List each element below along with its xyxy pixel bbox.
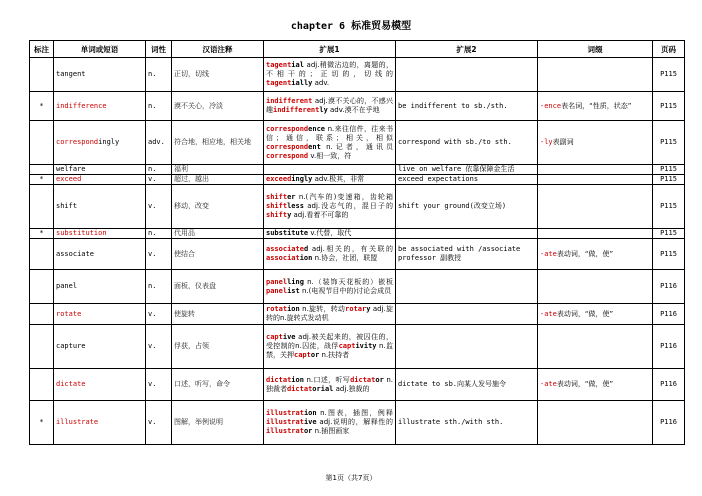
row-word: panel	[54, 270, 146, 304]
extension1-segment: substitute	[266, 229, 309, 237]
extension1-segment: adj.相关的，有关联的	[308, 245, 393, 253]
extension1-segment: ly	[319, 106, 328, 114]
row-affix	[538, 401, 653, 445]
table-row	[30, 121, 685, 165]
page-footer: 第1页（共7页）	[325, 474, 377, 482]
extension1-segment: panel	[266, 286, 288, 295]
extension1-segment: n.口述，听写	[303, 375, 351, 384]
table-row	[30, 165, 685, 175]
extension1-segment: adj.看着不可靠的	[291, 211, 349, 219]
row-mark: *	[30, 175, 54, 185]
extension1-segment: v.代替，取代	[308, 229, 352, 237]
row-affix	[538, 239, 653, 270]
row-word: dictate	[54, 369, 146, 401]
row-extension2	[396, 58, 538, 92]
extension1-segment: illustrat	[266, 427, 304, 435]
row-page: P115	[653, 92, 685, 121]
affix-meaning: 表副词	[552, 138, 574, 146]
header-mark: 标注	[30, 41, 54, 58]
extension1-segment: shift	[266, 193, 288, 201]
row-word	[54, 121, 146, 165]
row-mark	[30, 325, 54, 369]
row-extension2	[396, 304, 538, 325]
row-pos: v.	[146, 369, 172, 401]
row-definition: 移动，改变	[172, 185, 264, 229]
table-row	[30, 401, 685, 445]
row-extension1	[264, 239, 396, 270]
extension1-segment: dictat	[350, 375, 376, 384]
extension1-segment: ive	[282, 333, 296, 341]
row-affix	[538, 175, 653, 185]
extension1-segment: tagent	[266, 79, 292, 87]
extension1-segment: y	[366, 305, 371, 313]
header-word: 单词或短语	[54, 41, 146, 58]
extension1-segment: shift	[266, 202, 288, 210]
row-definition: 口述，听写，命令	[172, 369, 264, 401]
extension1-segment: indifferent	[273, 106, 320, 114]
extension1-segment: capt	[338, 342, 356, 350]
extension1-segment: n.来往信件，往来书信；通信，联系；相关，相似	[266, 124, 393, 142]
row-extension1	[264, 325, 396, 369]
row-page: P115	[653, 229, 685, 239]
row-definition: 符合地，相应地，相关地	[172, 121, 264, 165]
extension1-segment: illustrat	[266, 418, 304, 426]
extension1-segment: adj.漠不关心的，不感兴趣	[266, 97, 393, 114]
table-row	[30, 175, 685, 185]
row-pos: v.	[146, 239, 172, 270]
row-definition: 图解，举例说明	[172, 401, 264, 445]
extension1-segment: shift	[266, 211, 288, 219]
row-mark	[30, 270, 54, 304]
row-definition: 使旋转	[172, 304, 264, 325]
table-row	[30, 229, 685, 239]
header-pos: 词性	[146, 41, 172, 58]
extension1-segment: y	[287, 211, 292, 219]
extension1-segment: orial	[312, 384, 334, 393]
extension1-segment: d	[303, 245, 309, 253]
extension1-segment: correspond	[266, 124, 309, 133]
row-definition: 漠不关心，冷淡	[172, 92, 264, 121]
affix-meaning: 表动词，“做，使”	[556, 249, 614, 258]
row-page: P116	[653, 270, 685, 304]
affix-form: -ly	[540, 138, 553, 146]
row-affix	[538, 304, 653, 325]
extension1-segment: v.相一致，符	[308, 151, 352, 160]
row-pos: v.	[146, 304, 172, 325]
row-mark: *	[30, 229, 54, 239]
row-page: P115	[653, 165, 685, 175]
extension1-segment: indifferent	[266, 97, 313, 105]
row-extension2: be indifferent to sb./sth.	[396, 92, 538, 121]
row-mark	[30, 304, 54, 325]
row-extension2: live on welfare 依靠保障金生活	[396, 165, 538, 175]
table-row	[30, 58, 685, 92]
row-extension2: illustrate sth./with sth.	[396, 401, 538, 445]
row-definition: 俘获，占领	[172, 325, 264, 369]
extension1-segment: n.监禁，关押	[266, 342, 393, 359]
table-row	[30, 185, 685, 229]
row-extension1	[264, 58, 396, 92]
extension1-segment: adj.被关起来的，被囚住的，受控制的n.囚徒，战俘	[266, 333, 393, 350]
extension1-segment: exceed	[266, 175, 292, 183]
extension1-segment: ent	[308, 142, 321, 151]
extension1-segment: ling	[287, 277, 304, 286]
word-suffix: ingly	[98, 138, 120, 146]
table-row	[30, 239, 685, 270]
row-page: P116	[653, 401, 685, 445]
extension1-segment: or	[303, 427, 313, 435]
row-extension2: shift your ground(改变立场)	[396, 185, 538, 229]
row-pos: v.	[146, 185, 172, 229]
extension1-segment: ence	[308, 124, 326, 133]
word-root: correspond	[56, 138, 99, 146]
affix-form: -ate	[540, 249, 557, 258]
row-mark	[30, 58, 54, 92]
extension1-segment: ion	[299, 254, 313, 262]
row-extension2	[396, 325, 538, 369]
header-extension2: 扩展2	[396, 41, 538, 58]
extension1-segment: or	[310, 351, 320, 359]
row-definition: 超过，越出	[172, 175, 264, 185]
table-row	[30, 270, 685, 304]
row-extension1	[264, 165, 396, 175]
affix-form: -ence	[540, 101, 562, 110]
row-extension2: correspond with sb./to sth.	[396, 121, 538, 165]
table-row	[30, 369, 685, 401]
extension1-segment: capt	[294, 351, 311, 359]
row-page: P115	[653, 175, 685, 185]
extension1-segment: ion	[291, 375, 304, 384]
row-affix	[538, 229, 653, 239]
extension1-segment: adj.没志气的，混日子的	[303, 202, 393, 210]
row-affix	[538, 270, 653, 304]
row-word: rotate	[54, 304, 146, 325]
header-definition: 汉语注释	[172, 41, 264, 58]
row-pos: n.	[146, 165, 172, 175]
row-mark	[30, 121, 54, 165]
extension1-segment: ist	[287, 286, 300, 295]
extension1-segment: tagent	[266, 61, 292, 69]
extension1-segment: n.协会，社团，联盟	[312, 254, 378, 262]
row-definition: 福利	[172, 165, 264, 175]
row-page: P115	[653, 185, 685, 229]
table-row	[30, 304, 685, 325]
row-word: capture	[54, 325, 146, 369]
row-extension1	[264, 121, 396, 165]
extension1-segment: associat	[266, 254, 300, 262]
row-page: P115	[653, 239, 685, 270]
row-word: illustrate	[54, 401, 146, 445]
row-affix	[538, 121, 653, 165]
extension1-segment: less	[287, 202, 304, 210]
extension1-segment: rotar	[345, 305, 367, 313]
extension1-segment: or	[375, 375, 384, 384]
affix-form: -ate	[540, 309, 557, 318]
extension1-segment: n.（装饰天花板的）嵌板	[303, 277, 393, 286]
row-mark: *	[30, 92, 54, 121]
extension1-segment: correspond	[266, 142, 309, 151]
extension1-segment: ial	[291, 61, 304, 69]
row-page: P115	[653, 58, 685, 92]
header-affix: 词缀	[538, 41, 653, 58]
table-row	[30, 92, 685, 121]
table-header-row	[30, 41, 685, 58]
row-mark	[30, 369, 54, 401]
affix-form: -ate	[540, 380, 557, 388]
row-word: indifference	[54, 92, 146, 121]
row-extension2: exceed expectations	[396, 175, 538, 185]
row-extension1	[264, 229, 396, 239]
row-page: P115	[653, 121, 685, 165]
row-pos: adv.	[146, 121, 172, 165]
extension1-segment: ion	[303, 409, 317, 417]
row-mark: *	[30, 401, 54, 445]
row-extension1	[264, 92, 396, 121]
extension1-segment: dictat	[266, 375, 292, 384]
row-affix	[538, 325, 653, 369]
row-pos: n.	[146, 229, 172, 239]
extension1-segment: adv.极其，非常	[312, 175, 365, 183]
row-definition: 面板，仪表盘	[172, 270, 264, 304]
extension1-segment: capt	[266, 333, 283, 341]
page-title: chapter 6 标准贸易模型	[290, 21, 412, 32]
extension1-segment: n.记者，通讯员	[320, 142, 393, 151]
row-extension1	[264, 401, 396, 445]
extension1-segment: associate	[266, 245, 304, 253]
row-pos: n.	[146, 270, 172, 304]
extension1-segment: n.(电视节目中的)讨论会成员	[299, 286, 392, 295]
extension1-segment: illustrat	[266, 409, 304, 417]
row-mark	[30, 185, 54, 229]
extension1-segment: ially	[291, 79, 313, 87]
row-pos: v.	[146, 325, 172, 369]
extension1-segment: ion	[287, 305, 300, 313]
row-word: exceed	[54, 175, 146, 185]
extension1-segment: er	[287, 193, 296, 201]
extension1-segment: ingly	[291, 175, 313, 183]
extension1-segment: adv.	[312, 79, 330, 87]
extension1-segment: dictat	[287, 384, 313, 393]
table-row	[30, 325, 685, 369]
row-affix	[538, 92, 653, 121]
row-word: tangent	[54, 58, 146, 92]
row-pos: n.	[146, 58, 172, 92]
extension1-segment: adv.漠不在乎地	[327, 106, 380, 114]
affix-meaning: 表动词，“做，使”	[556, 380, 614, 388]
affix-meaning: 表名词，“性质，状态”	[561, 101, 632, 110]
row-extension1	[264, 304, 396, 325]
row-extension2: be associated with /associate professor 副教授	[396, 239, 538, 270]
row-extension1	[264, 185, 396, 229]
extension1-segment: ivity	[355, 342, 377, 350]
extension1-segment: n.扶持者	[319, 351, 350, 359]
row-word: substitution	[54, 229, 146, 239]
row-extension2	[396, 229, 538, 239]
row-extension1	[264, 175, 396, 185]
extension1-segment: adj.说明的，解释性的	[316, 418, 393, 426]
row-extension1	[264, 270, 396, 304]
row-pos: v.	[146, 175, 172, 185]
row-affix	[538, 185, 653, 229]
row-pos: n.	[146, 92, 172, 121]
row-affix	[538, 165, 653, 175]
extension1-segment: adj.独裁的	[333, 384, 370, 393]
row-word: shift	[54, 185, 146, 229]
extension1-segment: n.(汽车的)变速箱，齿轮箱	[295, 193, 393, 201]
row-page: P116	[653, 369, 685, 401]
extension1-segment: n.旋转，转动	[299, 305, 346, 313]
extension1-segment: correspond	[266, 151, 309, 160]
header-extension1: 扩展1	[264, 41, 396, 58]
row-word: associate	[54, 239, 146, 270]
row-affix	[538, 369, 653, 401]
row-definition: 代用品	[172, 229, 264, 239]
row-mark	[30, 239, 54, 270]
row-word: welfare	[54, 165, 146, 175]
extension1-segment: panel	[266, 277, 288, 286]
extension1-segment: ive	[303, 418, 317, 426]
extension1-segment: adj.稍微沾边的，离题的，不相干的；正切的，切线的	[266, 61, 393, 78]
row-page: P116	[653, 304, 685, 325]
row-affix	[538, 58, 653, 92]
row-extension2: dictate to sb.向某人发号施令	[396, 369, 538, 401]
extension1-segment: rotat	[266, 305, 288, 313]
row-definition: 正切，切线	[172, 58, 264, 92]
extension1-segment: adj.旋转的n.旋转式发动机	[266, 305, 393, 322]
extension1-segment: n.图表，插图，例释	[316, 409, 393, 417]
extension1-segment: n.独裁者	[266, 375, 393, 393]
row-page: P116	[653, 325, 685, 369]
row-mark	[30, 165, 54, 175]
row-extension2	[396, 270, 538, 304]
row-extension1	[264, 369, 396, 401]
extension1-segment: n.插图画家	[312, 427, 350, 435]
vocab-table	[29, 40, 685, 445]
row-definition: 使结合	[172, 239, 264, 270]
affix-meaning: 表动词，“做，使”	[556, 309, 614, 318]
row-pos: v.	[146, 401, 172, 445]
header-page: 页码	[653, 41, 685, 58]
